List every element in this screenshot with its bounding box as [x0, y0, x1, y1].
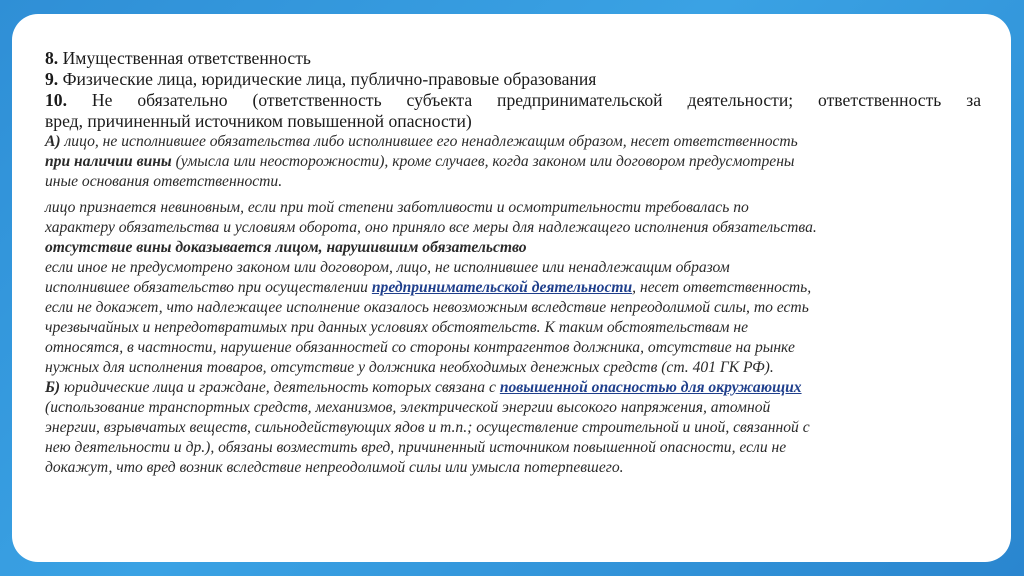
item-number: 8. — [45, 48, 59, 68]
text-run: лицо, не исполнившее обязательства либо исполнившее его ненадлежащим образом, несет ответственность — [60, 133, 798, 150]
item-10 — [45, 90, 981, 111]
item-number: 9. — [45, 69, 59, 89]
item-text: Физические лица, юридические лица, публично-правовые образования — [58, 69, 597, 89]
section-b — [45, 378, 981, 478]
business-line-6: нужных для исполнения товаров, отсутствие у должника необходимых денежных средств (ст. 401 ГК РФ). — [45, 359, 774, 376]
business-line-1: если иное не предусмотрено законом или договором, лицо, не исполнившее или ненадлежащим образом — [45, 259, 730, 276]
section-b-line-4: нею деятельности и др.), обязаны возместить вред, причиненный источником повышенной опасности, если не — [45, 439, 787, 456]
text-run: , несет ответственность, — [632, 279, 812, 296]
fault-emphasis: при наличии вины — [45, 153, 172, 170]
section-b-line-2: (использование транспортных средств, механизмов, электрической энергии высокого напряжения, атомной — [45, 399, 771, 416]
item-text: Имущественная ответственность — [58, 48, 311, 68]
text-run: юридические лица и граждане, деятельность которых связана с — [60, 379, 500, 396]
business-line-4: чрезвычайных и непредотвратимых при данных условиях обстоятельств. К таким обстоятельствам не — [45, 319, 749, 336]
section-b-label: Б) — [45, 379, 61, 396]
section-b-line-1 — [45, 378, 981, 398]
section-b-line-5: докажут, что вред возник вследствие непреодолимой силы или умысла потерпевшего. — [45, 459, 624, 476]
item-number: 10. — [45, 90, 67, 110]
section-a-label: А) — [45, 133, 61, 150]
item-9 — [45, 69, 981, 90]
text-run: (умысла или неосторожности), кроме случаев, когда законом или договором предусмотрены — [171, 153, 795, 170]
innocence-line-2: характеру обязательства и условиям оборота, оно приняло все меры для надлежащего исполнения обязательства. — [45, 219, 817, 236]
section-a — [45, 132, 981, 192]
section-a-line-1 — [45, 132, 981, 152]
item-text: Не обязательно (ответственность субъекта предпринимательской деятельности; ответственность за — [67, 90, 981, 110]
business-activity-highlight: предпринимательской деятельности — [371, 279, 633, 296]
section-b-line-3: энергии, взрывчатых веществ, сильнодействующих ядов и т.п.; осуществление строительной и иной, связанной с — [45, 419, 810, 436]
business-line-2 — [45, 278, 981, 298]
section-a-line-2 — [45, 152, 981, 172]
innocence-line-1: лицо признается невиновным, если при той степени заботливости и осмотрительности требовалась по — [45, 199, 749, 216]
text-run: исполнившее обязательство при осуществлении — [45, 279, 372, 296]
high-danger-highlight: повышенной опасностью для окружающих — [499, 379, 802, 396]
innocence-paragraph — [45, 198, 981, 258]
item-10-continued: вред, причиненный источником повышенной опасности) — [45, 111, 472, 131]
business-line-5: относятся, в частности, нарушение обязанностей со стороны контрагентов должника, отсутствие на рынке — [45, 339, 795, 356]
slide-panel — [12, 14, 1011, 562]
innocence-line-3 — [45, 238, 981, 258]
item-8 — [45, 48, 981, 69]
business-line-3: если не докажет, что надлежащее исполнение оказалось невозможным вследствие непреодолимой силы, то есть — [45, 299, 809, 316]
section-a-line-3: иные основания ответственности. — [45, 173, 283, 190]
burden-of-proof-emphasis: отсутствие вины доказывается лицом, нарушившим обязательство — [45, 239, 527, 256]
business-paragraph — [45, 258, 981, 378]
